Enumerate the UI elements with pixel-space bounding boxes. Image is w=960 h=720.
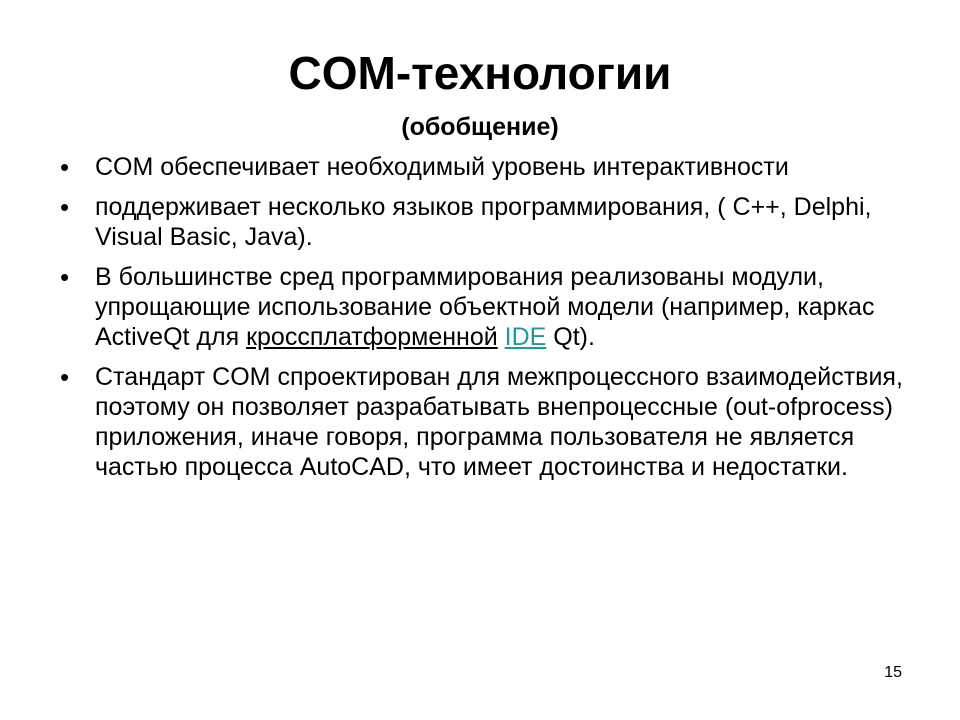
bullet-text: поддерживает несколько языков программирования, ( C++, Delphi, Visual Basic, Java). [95, 193, 872, 251]
bullet-text-after: Qt). [546, 323, 595, 351]
bullet-text: COM обеспечивает необходимый уровень интерактивности [95, 153, 789, 181]
underlined-word: кроссплатформенной [246, 323, 498, 351]
slide-title: COM-технологии [288, 47, 672, 99]
bullet-item-2 [60, 192, 920, 252]
bullet-item-1 [60, 152, 920, 182]
bullet-text: Стандарт COM спроектирован для межпроцессного взаимодействия, поэтому он позволяет разрабатывать внепроцессные (out-ofprocess) приложения, иначе говоря, программа пользователя не является частью процесса AutoCAD, что имеет достоинства и недостатки. [95, 363, 903, 481]
bullet-text-before: В большинстве сред программирования реализованы модули, упрощающие использование объектной модели (например, каркас ActiveQt для [95, 263, 875, 351]
ide-link[interactable]: IDE [504, 323, 547, 351]
bullet-icon: • [60, 362, 70, 392]
bullet-icon: • [60, 262, 70, 292]
bullet-list [60, 152, 920, 492]
bullet-item-4 [60, 362, 920, 482]
bullet-item-3 [60, 262, 920, 352]
page-number: 15 [884, 664, 902, 681]
bullet-icon: • [60, 152, 70, 182]
bullet-icon: • [60, 192, 70, 222]
slide-subtitle: (обобщение) [401, 113, 559, 141]
